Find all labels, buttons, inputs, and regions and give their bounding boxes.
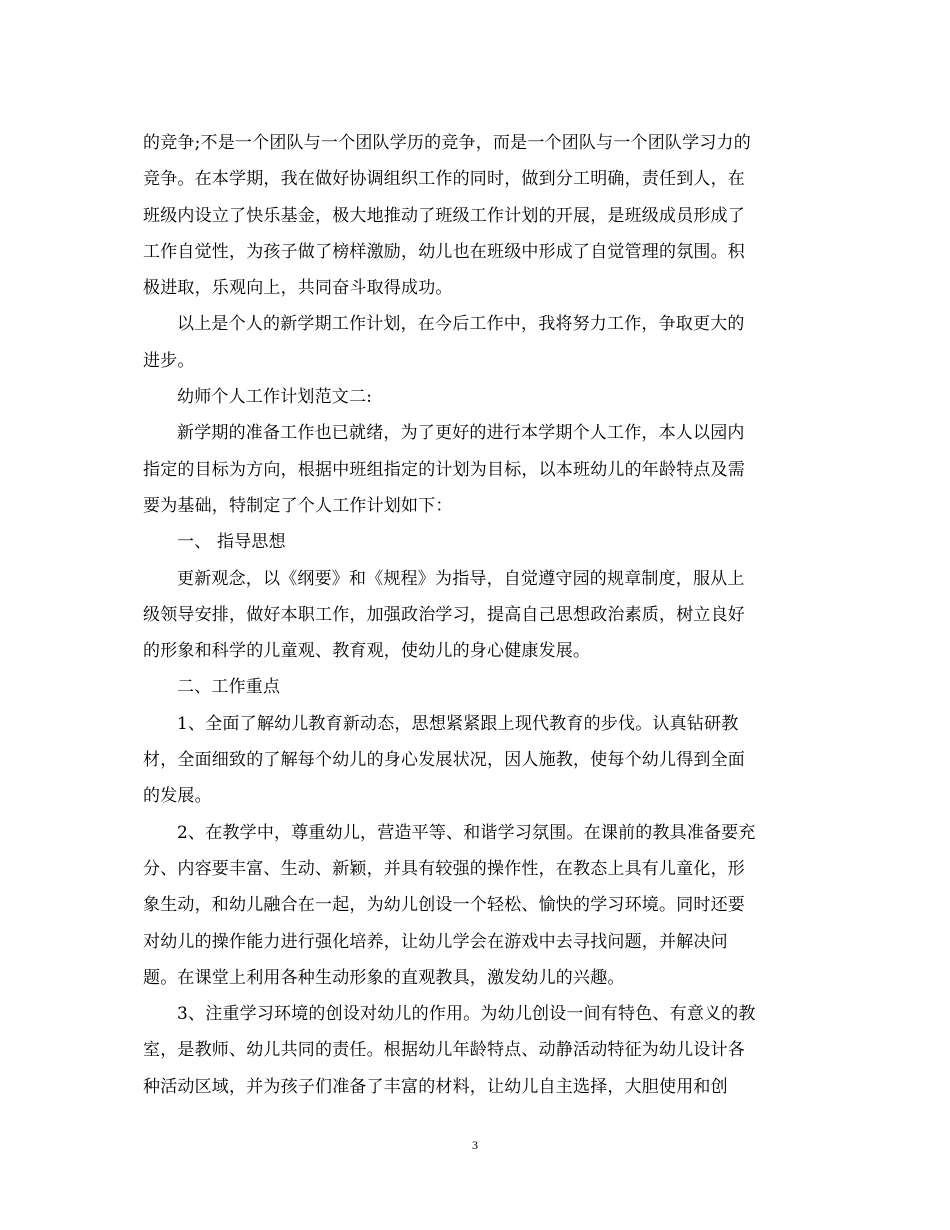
text-line: 1、全面了解幼儿教育新动态，思想紧紧跟上现代教育的步伐。认真钻研教 — [177, 713, 739, 734]
text-line: 分、内容要丰富、生动、新颖，并具有较强的操作性，在教态上具有儿童化，形 — [143, 858, 745, 879]
text-line: 2、在教学中，尊重幼儿，营造平等、和谐学习氛围。在课前的教具准备要充 — [177, 822, 756, 843]
text-line: 一、 指导思想 — [177, 532, 286, 553]
text-line: 的发展。 — [143, 786, 212, 807]
text-line: 的形象和科学的儿童观、教育观，使幼儿的身心健康发展。 — [143, 641, 591, 662]
text-line: 更新观念，以《纲要》和《规程》为指导，自觉遵守园的规章制度，服从上 — [177, 568, 745, 589]
text-line: 级领导安排，做好本职工作，加强政治学习，提高自己思想政治素质，树立良好 — [143, 604, 745, 625]
text-line: 种活动区域，并为孩子们准备了丰富的材料，让幼儿自主选择，大胆使用和创 — [143, 1076, 728, 1097]
text-line: 二、工作重点 — [177, 677, 281, 698]
text-line: 室，是教师、幼儿共同的责任。根据幼儿年龄特点、动静活动特征为幼儿设计各 — [143, 1040, 745, 1061]
text-line: 工作自觉性，为孩子做了榜样激励，幼儿也在班级中形成了自觉管理的氛围。积 — [143, 241, 745, 262]
text-line: 进步。 — [143, 350, 195, 371]
text-line: 极进取，乐观向上，共同奋斗取得成功。 — [143, 278, 453, 299]
text-line: 幼师个人工作计划范文二: — [177, 387, 373, 408]
page-number: 3 — [472, 1138, 478, 1152]
document-body — [143, 125, 813, 1105]
text-line: 指定的目标为方向，根据中班组指定的计划为目标，以本班幼儿的年龄特点及需 — [143, 459, 745, 480]
text-line: 以上是个人的新学期工作计划，在今后工作中，我将努力工作，争取更大的 — [177, 314, 745, 335]
text-line: 竞争。在本学期，我在做好协调组织工作的同时，做到分工明确，责任到人，在 — [143, 169, 745, 190]
text-line: 题。在课堂上利用各种生动形象的直观教具，激发幼儿的兴趣。 — [143, 967, 625, 988]
text-line: 对幼儿的操作能力进行强化培养，让幼儿学会在游戏中去寻找问题，并解决问 — [143, 931, 728, 952]
text-line: 3、注重学习环境的创设对幼儿的作用。为幼儿创设一间有特色、有意义的教 — [177, 1004, 756, 1025]
text-line: 要为基础，特制定了个人工作计划如下： — [143, 495, 453, 516]
text-line: 象生动，和幼儿融合在一起，为幼儿创设一个轻松、愉快的学习环境。同时还要 — [143, 895, 745, 916]
text-line: 材，全面细致的了解每个幼儿的身心发展状况，因人施教，使每个幼儿得到全面 — [143, 750, 745, 771]
text-line: 班级内设立了快乐基金，极大地推动了班级工作计划的开展，是班级成员形成了 — [143, 205, 745, 226]
text-line: 的竞争;不是一个团队与一个团队学历的竞争，而是一个团队与一个团队学习力的 — [143, 133, 751, 153]
text-line: 新学期的准备工作也已就绪，为了更好的进行本学期个人工作，本人以园内 — [177, 423, 745, 444]
